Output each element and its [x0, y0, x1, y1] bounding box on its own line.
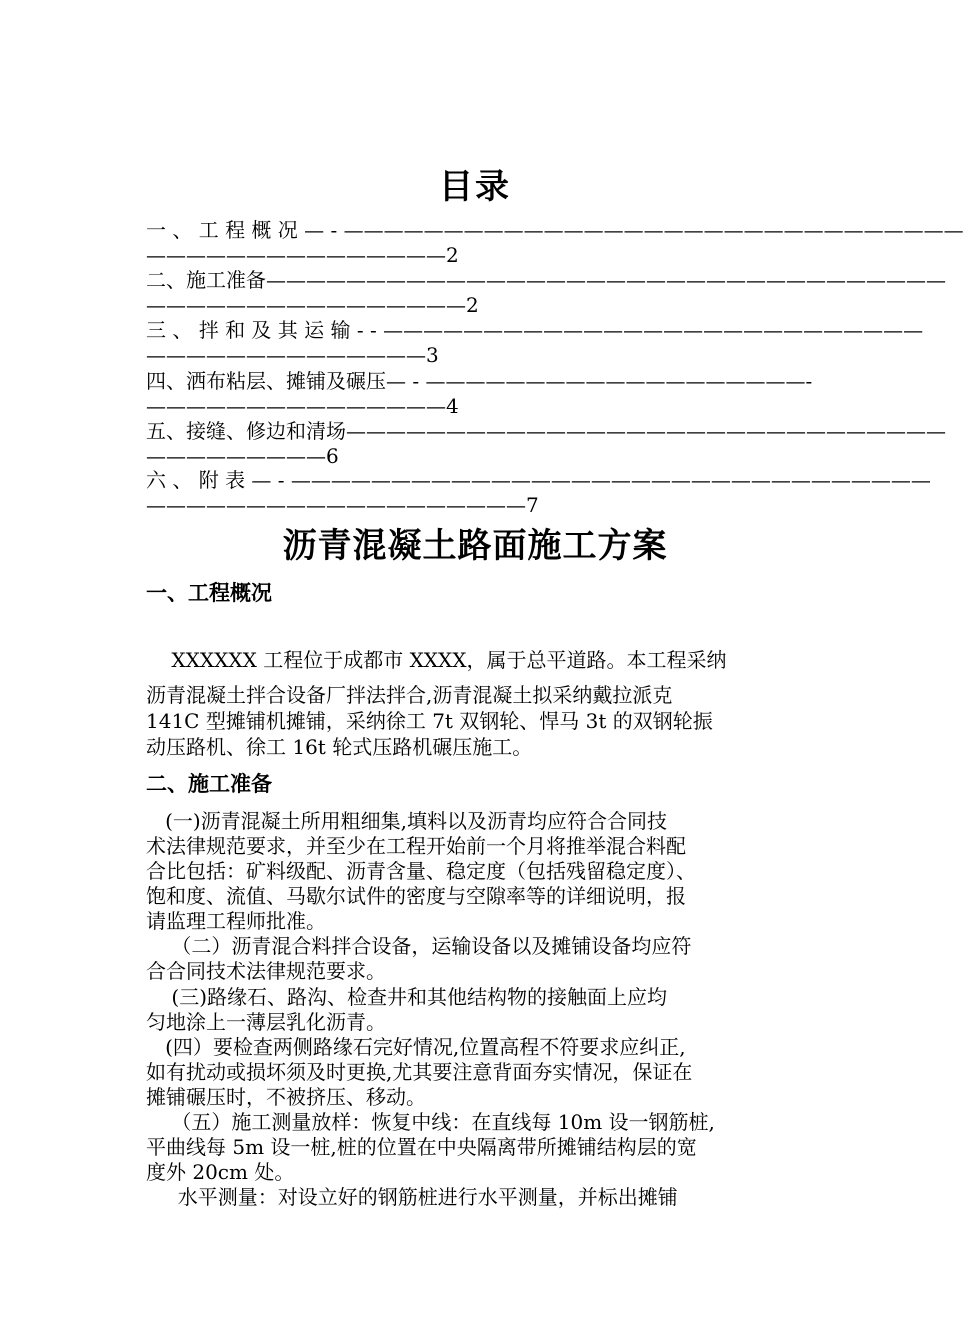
paragraph-line: 合比包括：矿料级配、沥青含量、稳定度（包括残留稳定度）、	[146, 859, 696, 883]
paragraph-line: 度外 20cm 处。	[146, 1160, 295, 1184]
paragraph-line: 沥青混凝土拌合设备厂拌法拌合,沥青混凝土拟采纳戴拉派克	[146, 683, 673, 707]
toc-line-3-cont: ——————————————3	[146, 343, 439, 367]
paragraph-line: 合合同技术法律规范要求。	[146, 959, 386, 983]
toc-line-1: 一 、 工 程 概 况 — - ———————————————————————————————	[146, 218, 964, 242]
paragraph-line: 请监理工程师批准。	[146, 909, 326, 933]
toc-line-6-cont: ———————————————————7	[146, 493, 539, 517]
paragraph-line: （二）沥青混合料拌合设备，运输设备以及摊铺设备均应符	[146, 934, 692, 958]
toc-line-5-cont: —————————6	[146, 444, 339, 468]
toc-line-4-cont: ———————————————4	[146, 394, 459, 418]
toc-line-5: 五、接缝、修边和清场——————————————————————————————	[146, 419, 946, 443]
toc-line-2: 二、施工准备——————————————————————————————————	[146, 268, 946, 292]
toc-title: 目录	[439, 167, 511, 207]
paragraph-line: 141C 型摊铺机摊铺，采纳徐工 7t 双钢轮、悍马 3t 的双钢轮振	[146, 709, 713, 733]
toc-line-3: 三 、 拌 和 及 其 运 输 - - ———————————————————————————	[146, 318, 924, 342]
paragraph-line: (一)沥青混凝土所用粗细集,填料以及沥青均应符合合同技	[146, 809, 668, 833]
paragraph-line: （五）施工测量放样：恢复中线：在直线每 10m 设一钢筋桩,	[146, 1110, 715, 1134]
paragraph-line: 匀地涂上一薄层乳化沥青。	[146, 1010, 386, 1034]
document-title: 沥青混凝土路面施工方案	[282, 526, 668, 566]
section-heading-overview: 一、工程概况	[146, 581, 272, 605]
paragraph-line: (三)路缘石、路沟、检查井和其他结构物的接触面上应均	[146, 985, 668, 1009]
toc-line-2-cont: ————————————————2	[146, 293, 479, 317]
toc-line-4: 四、洒布粘层、摊铺及碾压— - ———————————————————-	[146, 369, 813, 393]
paragraph-line: 术法律规范要求，并至少在工程开始前一个月将推举混合料配	[146, 834, 686, 858]
paragraph-line: 水平测量：对设立好的钢筋桩进行水平测量，并标出摊铺	[146, 1185, 678, 1209]
paragraph-line: 动压路机、徐工 16t 轮式压路机碾压施工。	[146, 735, 533, 759]
section-heading-preparation: 二、施工准备	[146, 772, 272, 796]
toc-line-6: 六 、 附 表 — - ————————————————————————————————	[146, 468, 931, 492]
paragraph-line: 饱和度、流值、马歇尔试件的密度与空隙率等的详细说明，报	[146, 884, 686, 908]
paragraph-line: XXXXXX 工程位于成都市 XXXX，属于总平道路。本工程采纳	[146, 648, 727, 672]
paragraph-line: 摊铺碾压时，不被挤压、移动。	[146, 1085, 426, 1109]
paragraph-line: (四）要检查两侧路缘石完好情况,位置高程不符要求应纠正,	[146, 1035, 686, 1059]
toc-line-1-cont: ———————————————2	[146, 243, 459, 267]
paragraph-line: 平曲线每 5m 设一桩,桩的位置在中央隔离带所摊铺结构层的宽	[146, 1135, 697, 1159]
paragraph-line: 如有扰动或损坏须及时更换,尤其要注意背面夯实情况，保证在	[146, 1060, 693, 1084]
